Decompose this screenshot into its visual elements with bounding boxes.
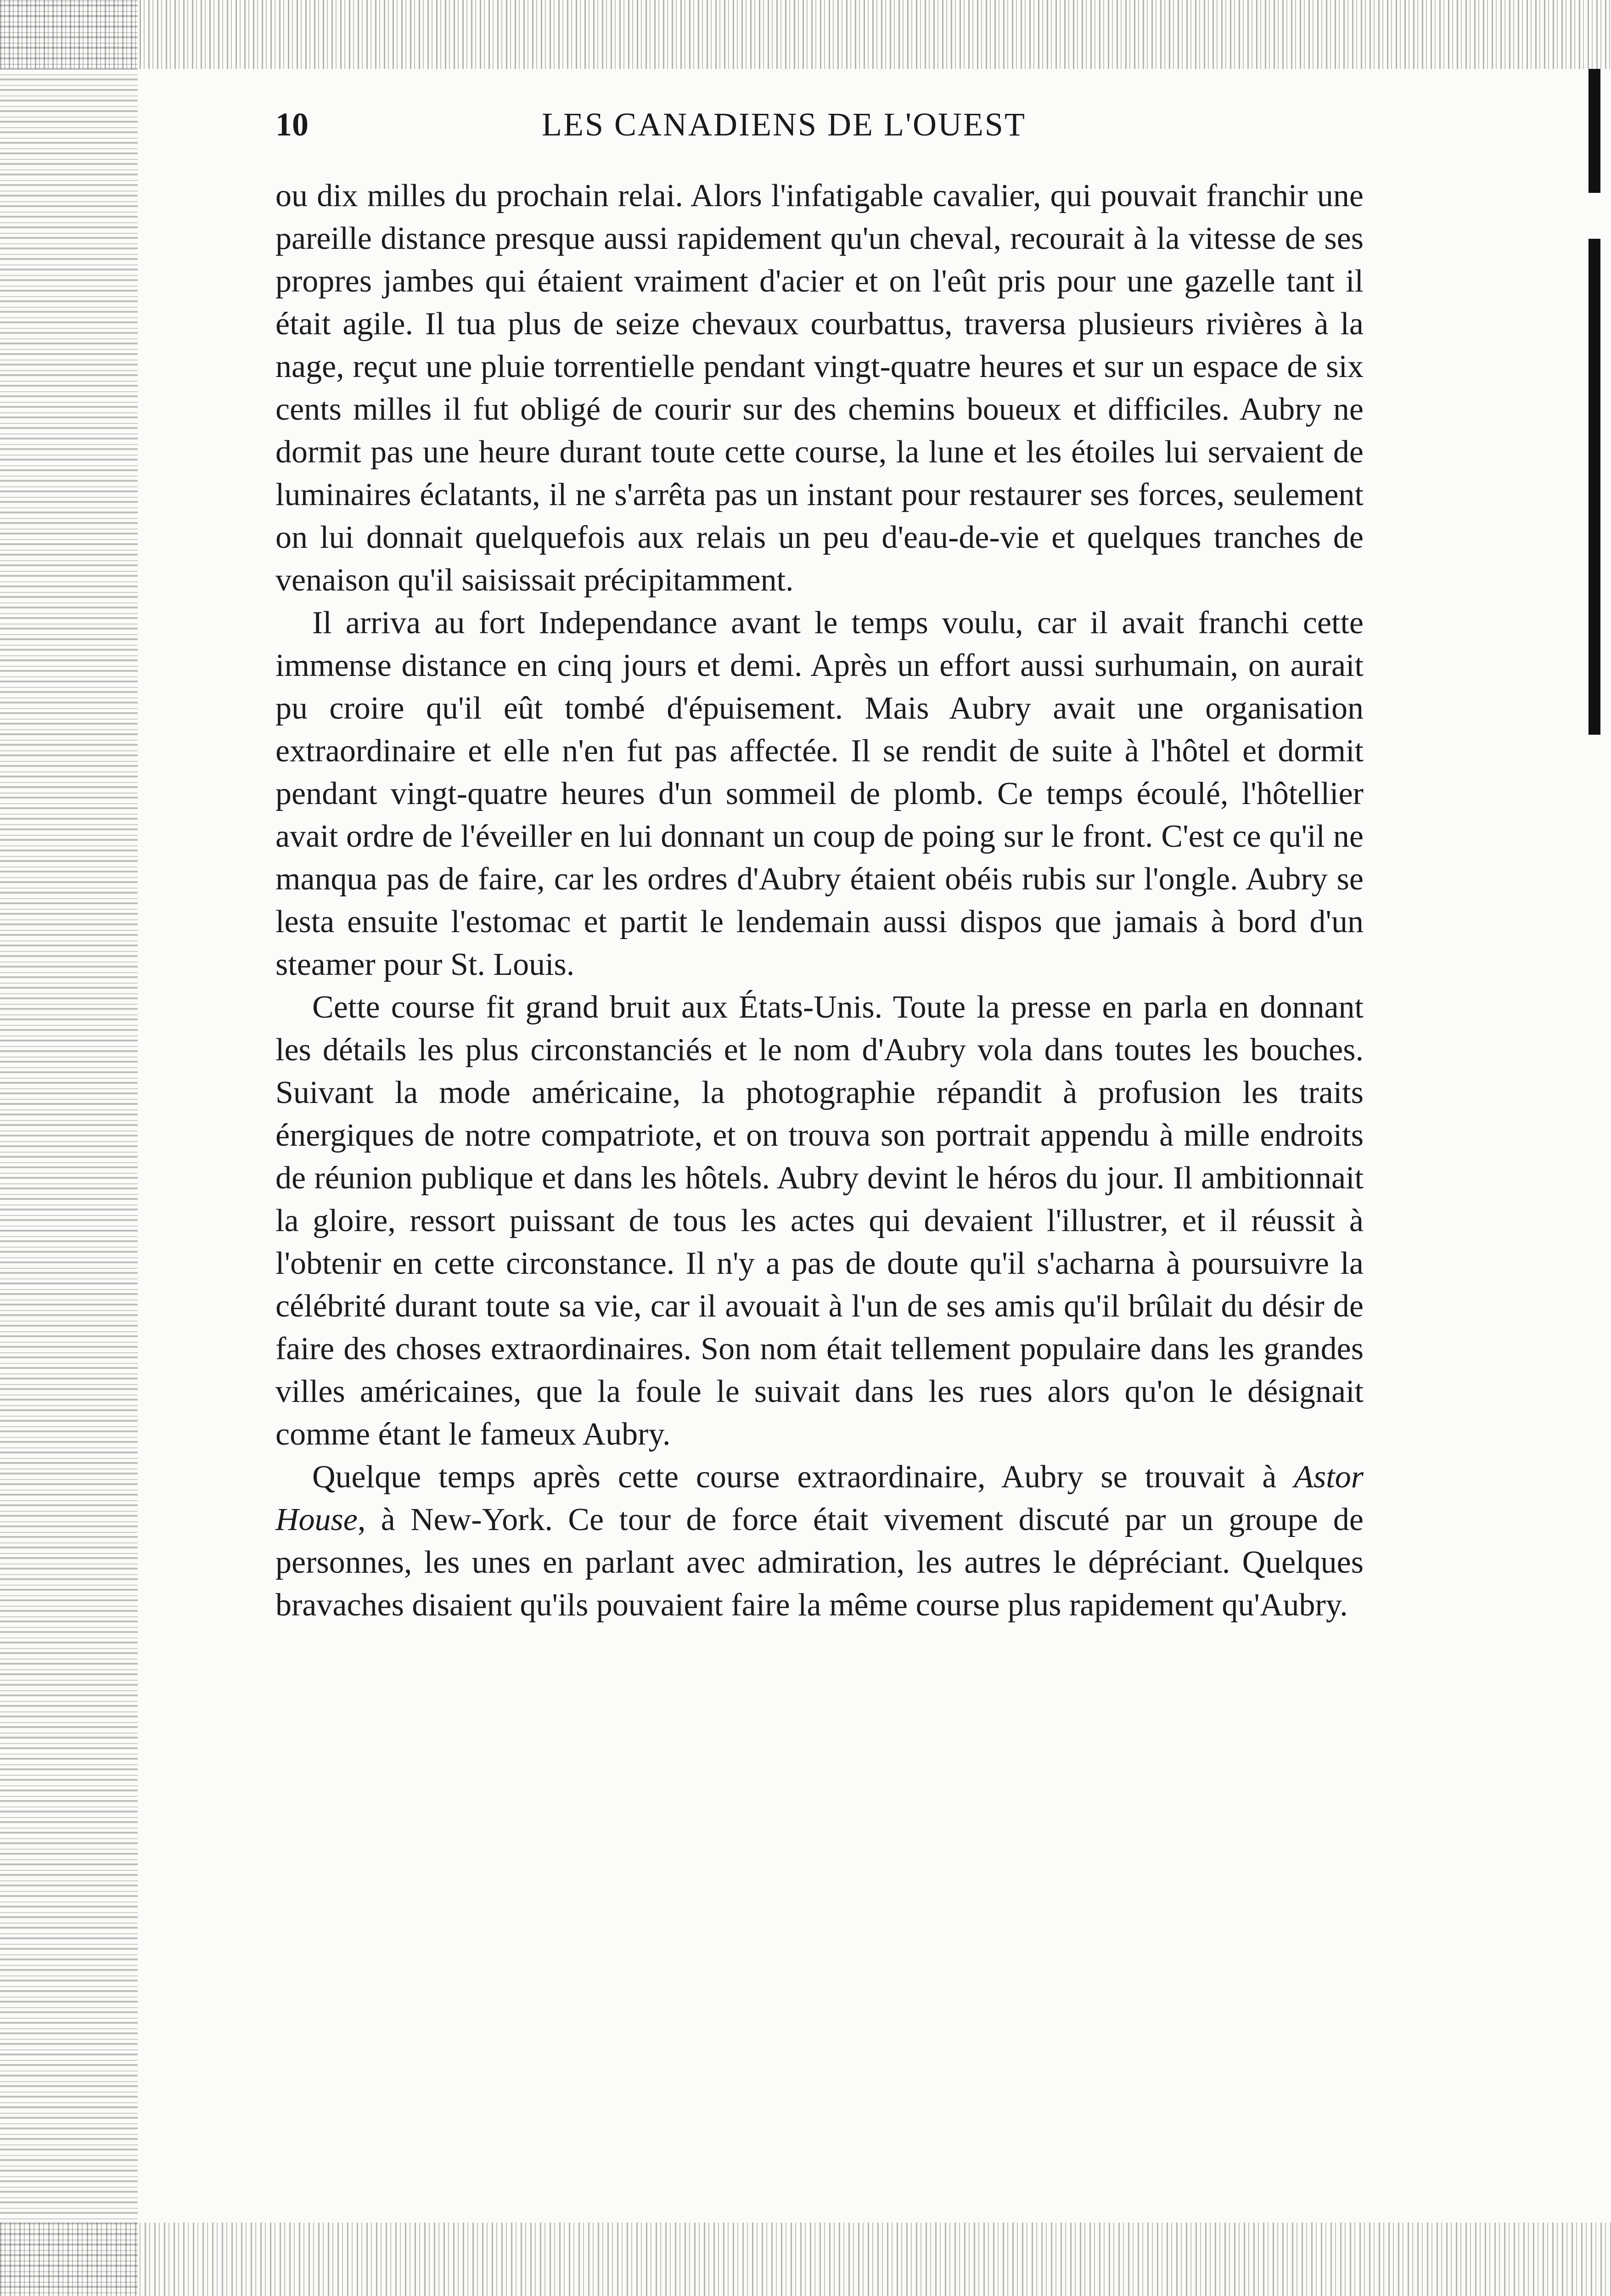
page-header (275, 106, 1377, 156)
scan-edge-top (0, 0, 1611, 69)
scan-edge-right-mark (1589, 239, 1600, 735)
scan-edge-left (0, 0, 138, 2296)
scan-edge-bottom (0, 2223, 1611, 2296)
italic-place-name: Astor House (275, 1459, 1364, 1537)
paragraph: ou dix milles du prochain relai. Alors l'infatigable cavalier, qui pouvait franchir une pareille distance presque aussi rapidement qu'un cheval, recourait à la vitesse de ses propres jambes qui étaient vraiment d'acier et on l'eût pris pour une gazelle tant il était agile. Il tua plus de seize chevaux courbattus, traversa plusieurs rivières à la nage, reçut une pluie torrentielle pendant vingt-quatre heures et sur un espace de six cents milles il fut obligé de courir sur des chemins boueux et difficiles. Aubry ne dormit pas une heure durant toute cette course, la lune et les étoiles lui servaient de luminaires éclatants, il ne s'arrêta pas un instant pour restaurer ses forces, seulement on lui donnait quelquefois aux relais un peu d'eau-de-vie et quelques tranches de venaison qu'il saisissait précipitamment. (275, 178, 1364, 598)
paragraph (275, 1456, 1364, 1626)
page-number: 10 (275, 106, 309, 143)
running-title: LES CANADIENS DE L'OUEST (542, 106, 1026, 143)
paragraph: Cette course fit grand bruit aux États-Unis. Toute la presse en parla en donnant les détails les plus circonstanciés et le nom d'Aubry vola dans toutes les bouches. Suivant la mode américaine, la photographie répandit à profusion les traits énergiques de notre compatriote, et on trouva son portrait appendu à mille endroits de réunion publique et dans les hôtels. Aubry devint le héros du jour. Il ambitionnait la gloire, ressort puissant de tous les actes qui devaient l'illustrer, et il réussit à l'obtenir en cette circonstance. Il n'y a pas de doute qu'il s'acharna à poursuivre la célébrité durant toute sa vie, car il avouait à l'un de ses amis qu'il brûlait du désir de faire des choses extraordinaires. Son nom était tellement populaire dans les grandes villes américaines, que la foule le suivait dans les rues alors qu'on le désignait comme étant le fameux Aubry. (275, 990, 1364, 1452)
paragraph-text: , à New-York. Ce tour de force était vivement discuté par un groupe de personnes, les unes en parlant avec admiration, les autres le dépréciant. Quelques bravaches disaient qu'ils pouvaient faire la même course plus rapidement qu'Aubry. (275, 1502, 1364, 1623)
body-text (275, 174, 1364, 1626)
paragraph: Il arriva au fort Independance avant le temps voulu, car il avait franchi cette immense distance en cinq jours et demi. Après un effort aussi surhumain, on aurait pu croire qu'il eût tombé d'épuisement. Mais Aubry avait une organisation extraordinaire et elle n'en fut pas affectée. Il se rendit de suite à l'hôtel et dormit pendant vingt-quatre heures d'un sommeil de plomb. Ce temps écoulé, l'hôtellier avait ordre de l'éveiller en lui donnant un coup de poing sur le front. C'est ce qu'il ne manqua pas de faire, car les ordres d'Aubry étaient obéis rubis sur l'ongle. Aubry se lesta ensuite l'estomac et partit le lendemain aussi dispos que jamais à bord d'un steamer pour St. Louis. (275, 605, 1364, 982)
scan-edge-right-mark (1589, 69, 1600, 193)
paragraph-text: Quelque temps après cette course extraordinaire, Aubry se trouvait à (312, 1459, 1294, 1495)
